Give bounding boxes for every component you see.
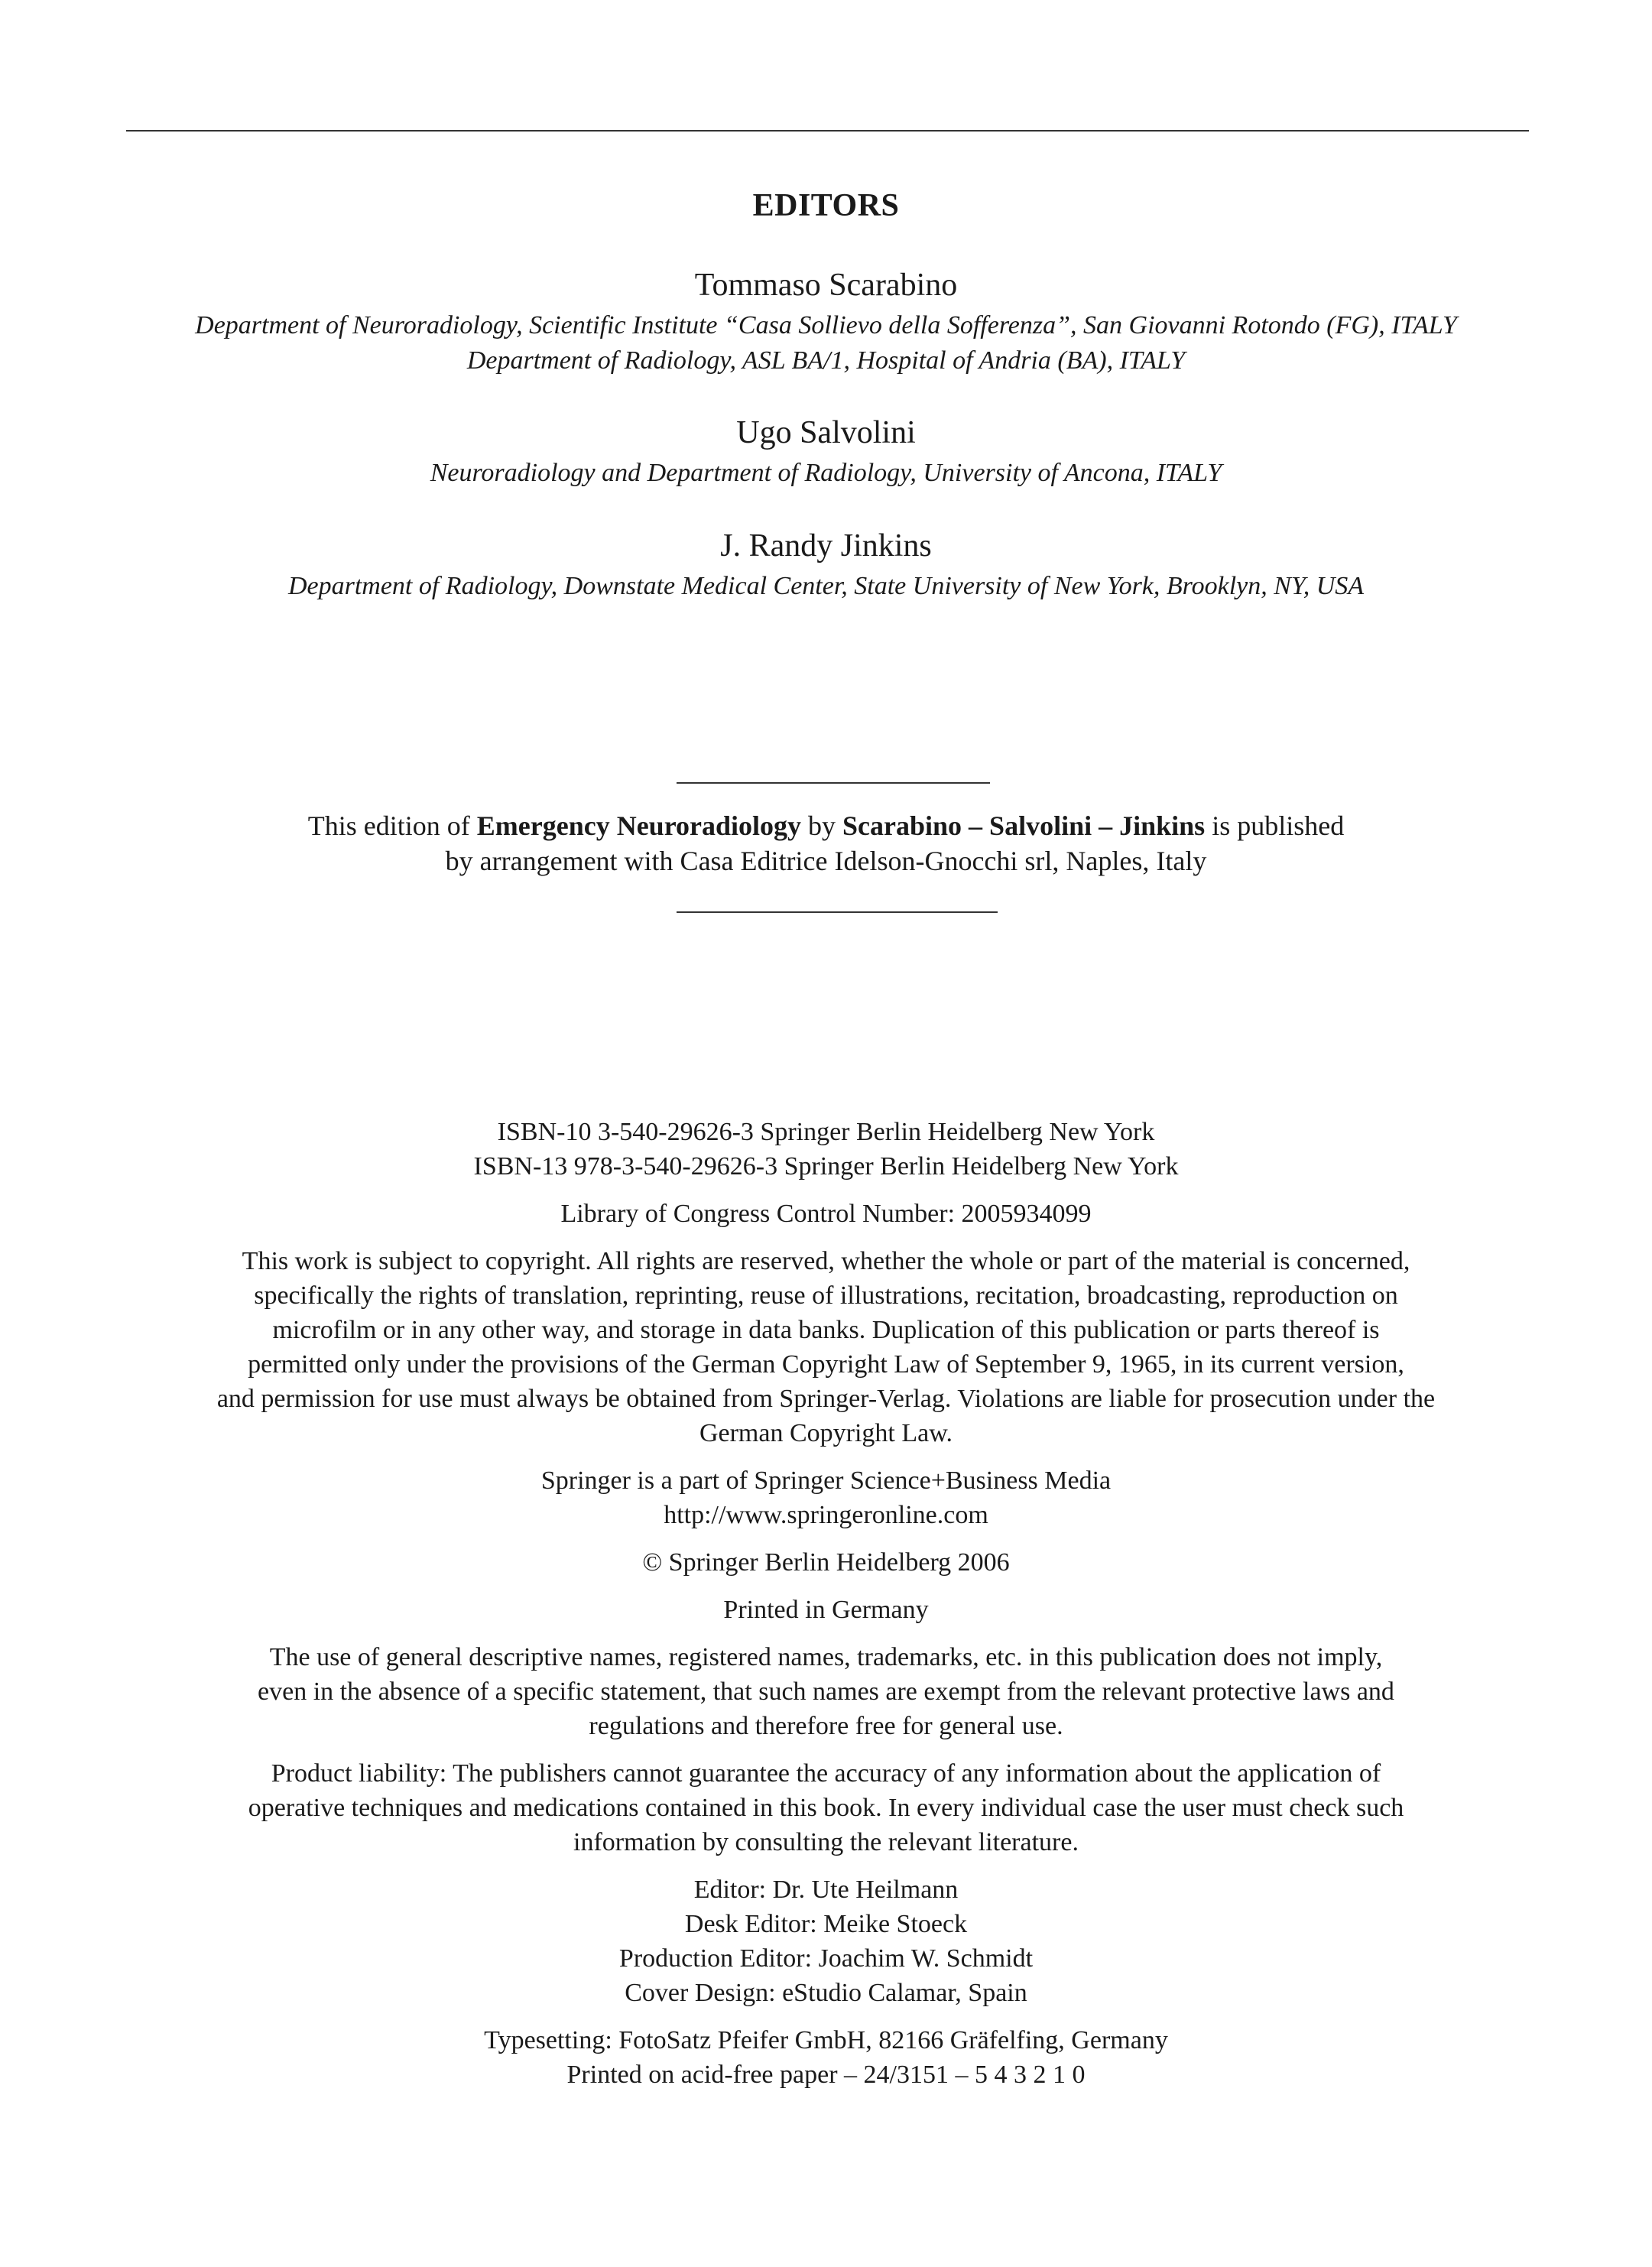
imprint-block [107,1115,1545,2105]
typesetting: Typesetting: FotoSatz Pfeifer GmbH, 82166 Gräfelfing, Germany [484,2026,1168,2054]
editor-name: Tommaso Scarabino [694,268,958,303]
copyright-notice-line: microfilm or in any other way, and storage in data banks. Duplication of this publication or parts thereof is [272,1316,1380,1344]
editor-affiliation: Department of Radiology, Downstate Medical Center, State University of New York, Brooklyn, NY, USA [287,572,1365,600]
copyright-notice-line: specifically the rights of translation, reprinting, reuse of illustrations, recitation, broadcasting, reproduction on [254,1281,1398,1310]
edition-note [107,808,1545,879]
copyright-notice-line: German Copyright Law. [699,1419,953,1447]
lccn-text: Library of Congress Control Number: 2005934099 [560,1200,1092,1228]
staff-credits [107,1872,1545,2010]
edition-note-line-2: by arrangement with Casa Editrice Idelson-Gnocchi srl, Naples, Italy [445,846,1207,876]
liability-notice-line: information by consulting the relevant literature. [573,1828,1079,1856]
lccn [107,1197,1545,1231]
names-notice-line: The use of general descriptive names, registered names, trademarks, etc. in this publication does not imply, [269,1643,1383,1671]
copyright-notice [107,1244,1545,1450]
editor-affiliation: Department of Neuroradiology, Scientific Institute “Casa Sollievo della Sofferenza”, San Giovanni Rotondo (FG), ITALY [195,311,1457,339]
names-notice-line: even in the absence of a specific statement, that such names are exempt from the relevant protective laws and [258,1678,1394,1706]
edition-note-by: by [801,810,843,841]
editor-affiliation: Neuroradiology and Department of Radiology, University of Ancona, ITALY [430,459,1222,487]
book-authors: Scarabino – Salvolini – Jinkins [842,810,1206,841]
book-title: Emergency Neuroradiology [476,810,802,841]
divider-rule [677,782,990,784]
editor-entry [107,413,1545,491]
staff-credit: Desk Editor: Meike Stoeck [684,1910,968,1938]
staff-credit: Production Editor: Joachim W. Schmidt [618,1944,1034,1973]
isbn-block [107,1115,1545,1184]
staff-credit: Editor: Dr. Ute Heilmann [693,1876,959,1904]
editor-entry [107,526,1545,604]
names-notice [107,1640,1545,1743]
springer-url: http://www.springeronline.com [664,1501,988,1529]
copyright-line [107,1545,1545,1580]
top-rule [126,130,1529,132]
edition-note-prefix: This edition of [307,810,477,841]
editor-name: Ugo Salvolini [736,415,916,450]
liability-notice-line: operative techniques and medications contained in this book. In every individual case the user must check such [248,1794,1404,1822]
copyright-notice-line: permitted only under the provisions of the German Copyright Law of September 9, 1965, in its current version, [248,1350,1404,1379]
copyright-notice-line: This work is subject to copyright. All rights are reserved, whether the whole or part of the material is concerned, [242,1247,1410,1275]
copyright-notice-line: and permission for use must always be obtained from Springer-Verlag. Violations are liable for prosecution under the [216,1385,1436,1413]
springer-part: Springer is a part of Springer Science+Business Media [540,1466,1112,1495]
names-notice-line: regulations and therefore free for general use. [589,1712,1063,1740]
staff-credit: Cover Design: eStudio Calamar, Spain [625,1979,1027,2007]
editor-name: J. Randy Jinkins [720,528,932,564]
edition-note-line-1 [107,808,1545,843]
copyright-line-text: © Springer Berlin Heidelberg 2006 [642,1548,1010,1577]
isbn-13: ISBN-13 978-3-540-29626-3 Springer Berlin Heidelberg New York [473,1152,1179,1181]
edition-note-suffix: is published [1205,810,1345,841]
liability-notice-line: Product liability: The publishers cannot guarantee the accuracy of any information about the application of [271,1759,1381,1788]
editors-heading: EDITORS [752,188,900,223]
printed-on: Printed on acid-free paper – 24/3151 – 5 4 3 2 1 0 [566,2061,1086,2089]
editor-affiliation: Department of Radiology, ASL BA/1, Hospital of Andria (BA), ITALY [466,346,1186,375]
publisher-info [107,1463,1545,1532]
isbn-10: ISBN-10 3-540-29626-3 Springer Berlin Heidelberg New York [497,1118,1155,1146]
printed-in-text: Printed in Germany [723,1596,929,1624]
editor-entry [107,265,1545,378]
liability-notice [107,1756,1545,1859]
printed-in [107,1593,1545,1627]
divider-rule [677,911,998,913]
production-info [107,2023,1545,2092]
